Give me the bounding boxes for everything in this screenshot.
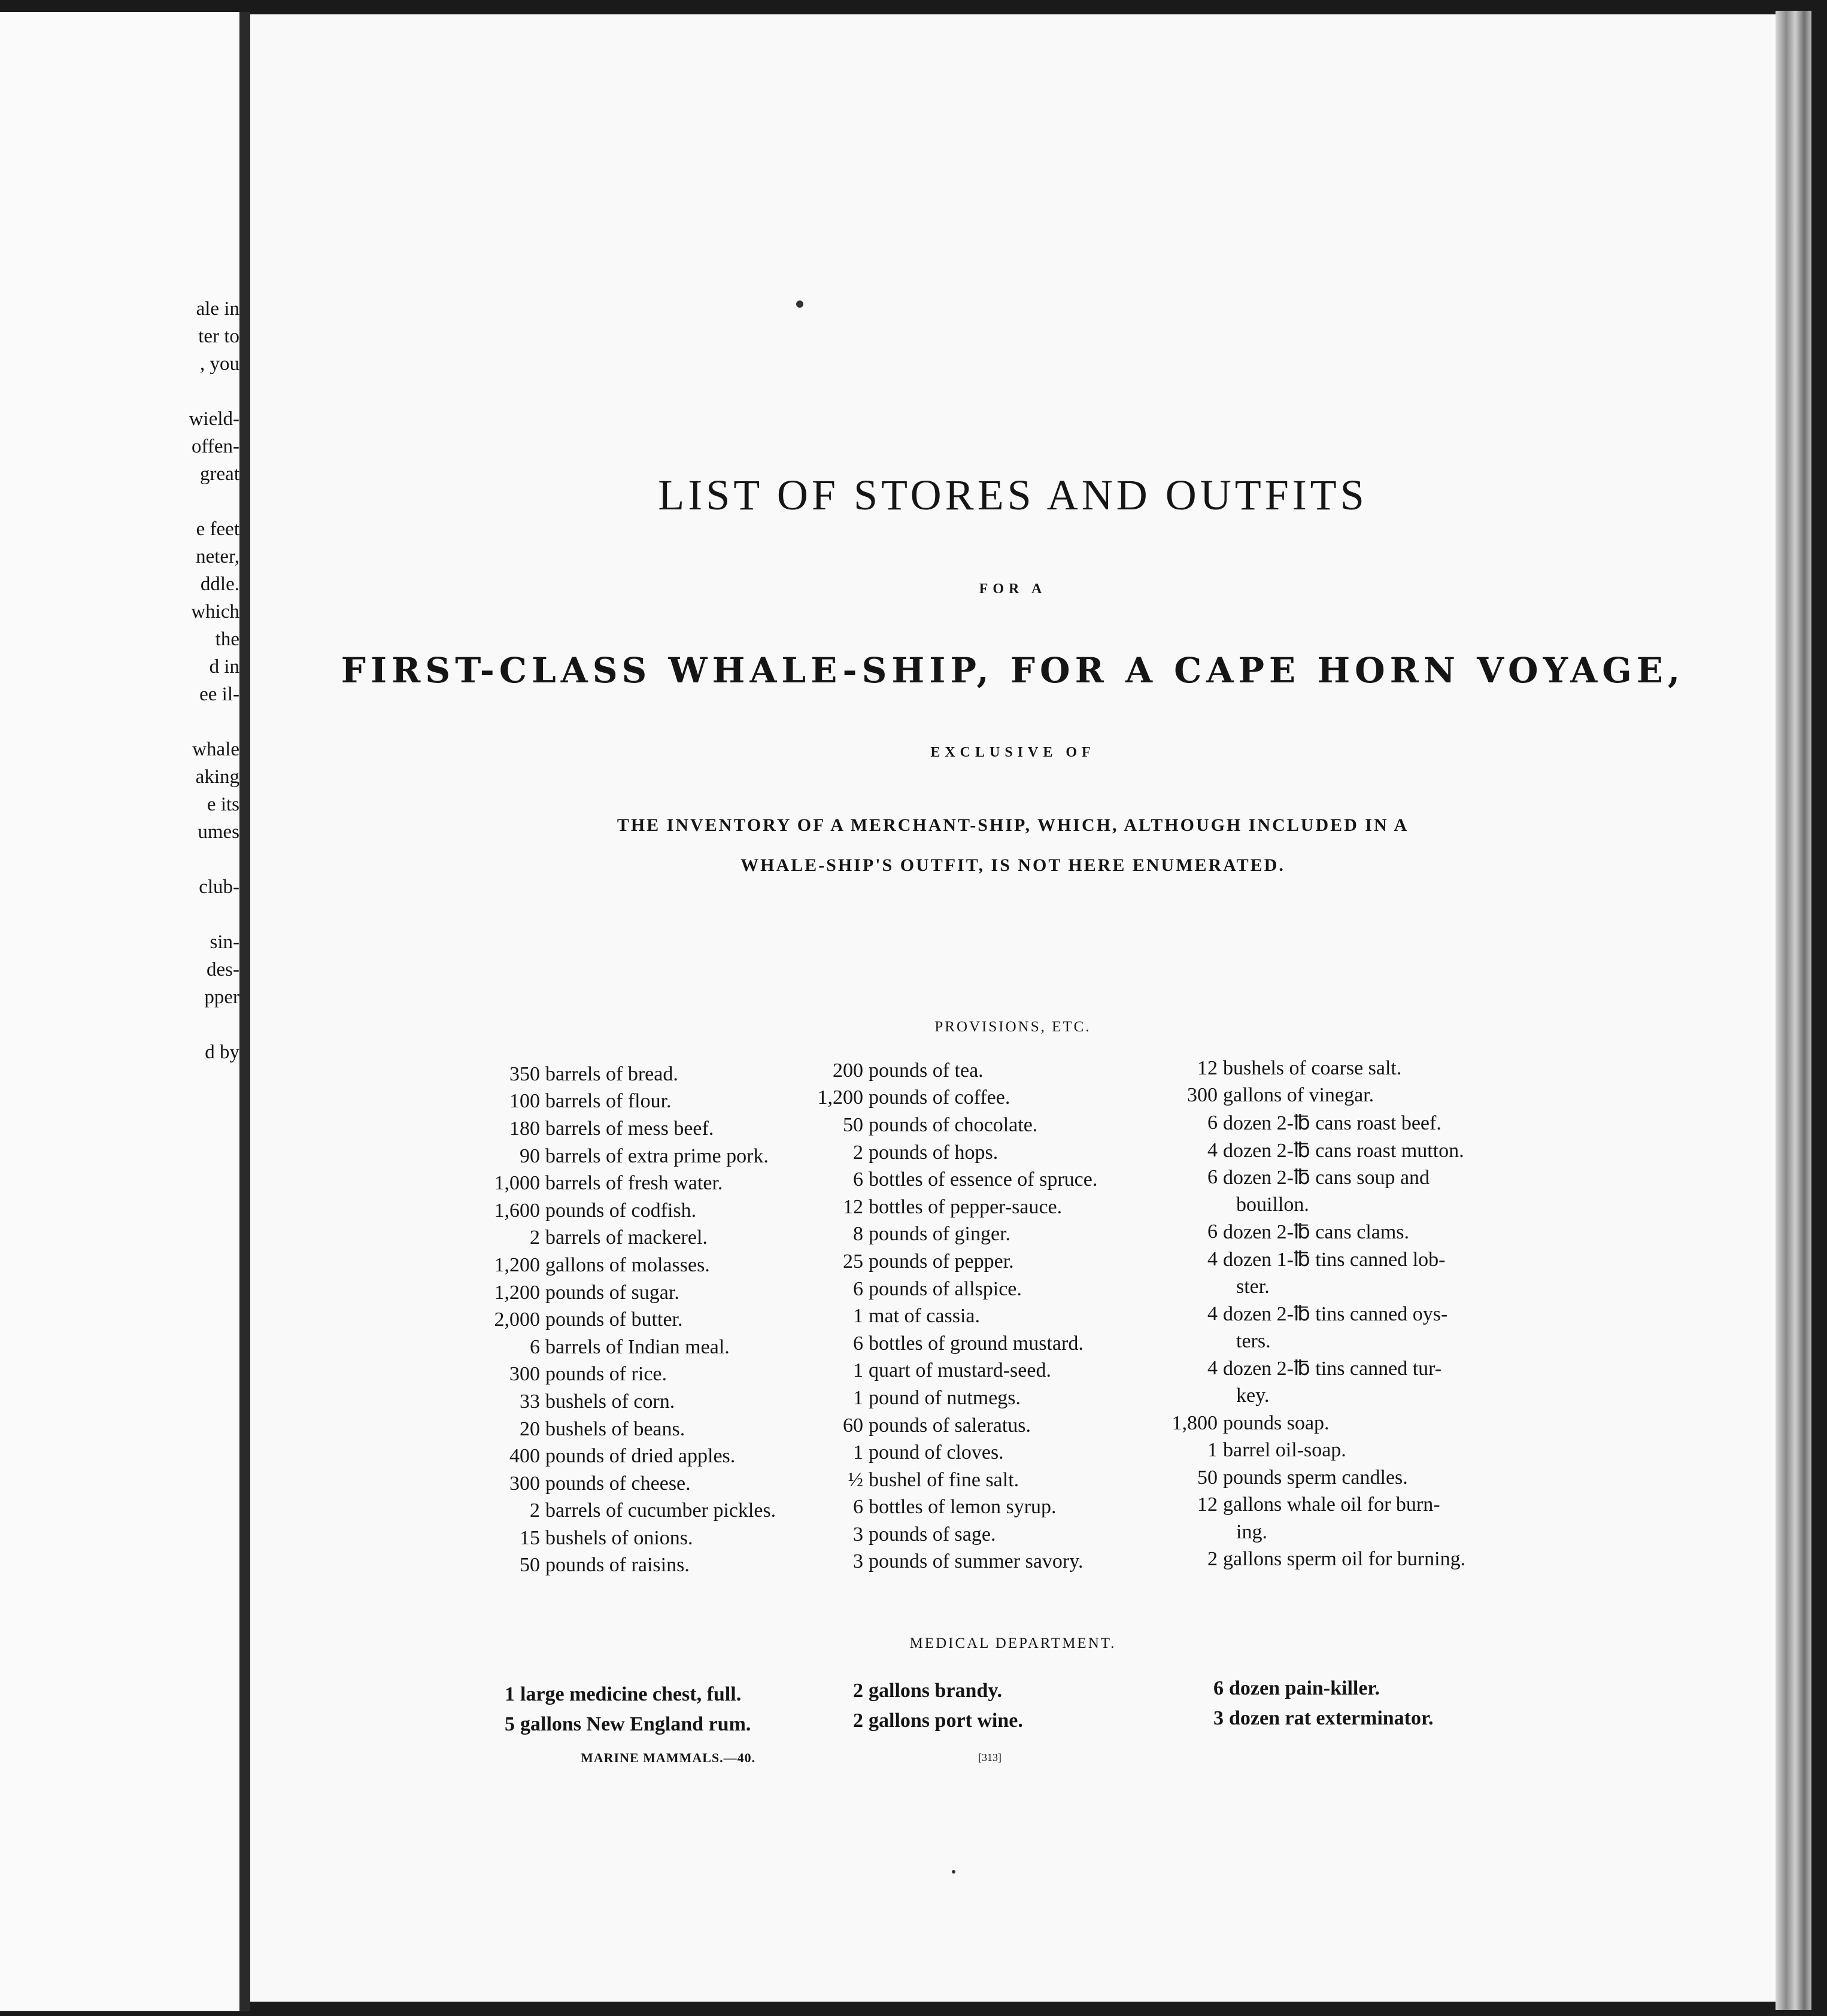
item-description: pounds of butter. bbox=[545, 1308, 683, 1331]
item-description: ing. bbox=[1236, 1520, 1267, 1543]
item-description: bushels of beans. bbox=[545, 1417, 685, 1440]
item-description: ters. bbox=[1236, 1329, 1271, 1352]
item-quantity: 300 bbox=[509, 1363, 540, 1386]
item-quantity: 4 bbox=[1207, 1138, 1218, 1161]
provision-item bbox=[799, 1439, 1097, 1467]
item-description: pound of nutmegs. bbox=[869, 1386, 1021, 1409]
item-quantity: 2 bbox=[530, 1499, 540, 1522]
item-quantity: 350 bbox=[509, 1062, 540, 1085]
note-line-1: THE INVENTORY OF A MERCHANT-SHIP, WHICH, ALTHOUGH INCLUDED IN A bbox=[617, 815, 1409, 835]
item-quantity: ½ bbox=[848, 1468, 863, 1491]
left-text-line: aking bbox=[195, 766, 239, 788]
item-description: ster. bbox=[1236, 1275, 1270, 1298]
provision-item bbox=[454, 1252, 776, 1279]
item-description: pounds soap. bbox=[1223, 1411, 1330, 1434]
provision-item bbox=[799, 1467, 1097, 1494]
left-text-line: ter to bbox=[198, 326, 239, 347]
medical-column-2 bbox=[844, 1676, 1023, 1736]
left-facing-page bbox=[0, 12, 239, 2011]
left-text-line: the bbox=[215, 629, 239, 650]
item-quantity: 25 bbox=[843, 1250, 863, 1273]
item-description: pounds of rice. bbox=[545, 1363, 667, 1386]
item-description: bouillon. bbox=[1236, 1193, 1309, 1216]
left-text-line: offen- bbox=[191, 436, 239, 457]
provision-item bbox=[799, 1385, 1097, 1412]
provision-item bbox=[799, 1139, 1097, 1167]
item-quantity: 2,000 bbox=[494, 1308, 540, 1331]
item-description: bushels of coarse salt. bbox=[1223, 1056, 1402, 1079]
provision-item bbox=[1136, 1164, 1465, 1191]
item-description: bottles of pepper-sauce. bbox=[869, 1195, 1063, 1218]
signature-mark: MARINE MAMMALS.—40. bbox=[581, 1750, 756, 1765]
provisions-heading: PROVISIONS, ETC. bbox=[934, 1019, 1091, 1035]
left-text-line: which bbox=[191, 601, 239, 623]
item-description: gallons brandy. bbox=[869, 1680, 1002, 1702]
item-description: barrel oil-soap. bbox=[1223, 1439, 1346, 1462]
item-quantity: 8 bbox=[853, 1223, 863, 1246]
item-description: bottles of lemon syrup. bbox=[869, 1496, 1057, 1519]
ink-speck bbox=[952, 1870, 955, 1874]
provision-item bbox=[799, 1276, 1097, 1303]
provision-item bbox=[454, 1388, 776, 1416]
left-text-line: whale bbox=[192, 739, 239, 760]
provision-item bbox=[799, 1166, 1097, 1194]
item-description: pounds of hops. bbox=[869, 1141, 999, 1164]
item-description: gallons whale oil for burn- bbox=[1223, 1493, 1440, 1516]
item-description: barrels of extra prime pork. bbox=[545, 1144, 769, 1167]
item-description: bushels of corn. bbox=[545, 1390, 675, 1413]
item-description: pounds of dried apples. bbox=[545, 1445, 736, 1468]
provision-item bbox=[799, 1085, 1097, 1112]
provision-item bbox=[1136, 1492, 1465, 1519]
left-text-line: neter, bbox=[196, 546, 239, 567]
left-text-line: d in bbox=[209, 656, 239, 678]
provisions-column-2 bbox=[799, 1057, 1097, 1575]
item-quantity: 12 bbox=[1197, 1056, 1218, 1079]
item-description: bottles of ground mustard. bbox=[869, 1332, 1084, 1355]
item-quantity: 2 bbox=[530, 1226, 540, 1249]
medical-heading: MEDICAL DEPARTMENT. bbox=[909, 1635, 1116, 1651]
provision-item bbox=[1136, 1355, 1465, 1383]
item-quantity: 1 bbox=[1207, 1439, 1218, 1462]
item-description: large medicine chest, full. bbox=[520, 1683, 742, 1705]
provision-item bbox=[799, 1494, 1097, 1522]
provision-item bbox=[799, 1521, 1097, 1549]
item-quantity: 1,600 bbox=[494, 1199, 540, 1222]
item-description: barrels of mackerel. bbox=[545, 1226, 708, 1249]
item-description: pounds of codfish. bbox=[545, 1199, 697, 1222]
item-description: mat of cassia. bbox=[869, 1305, 980, 1328]
page-title: LIST OF STORES AND OUTFITS bbox=[658, 471, 1368, 519]
provisions-column-1 bbox=[454, 1061, 776, 1579]
item-description: barrels of Indian meal. bbox=[545, 1335, 730, 1358]
item-description: pounds of sugar. bbox=[545, 1281, 679, 1304]
item-quantity: 1,200 bbox=[817, 1086, 863, 1109]
provision-item bbox=[454, 1143, 776, 1170]
provision-item bbox=[454, 1306, 776, 1334]
item-description: barrels of cucumber pickles. bbox=[545, 1499, 776, 1522]
item-description: gallons port wine. bbox=[869, 1710, 1023, 1732]
note-line-2: WHALE-SHIP'S OUTFIT, IS NOT HERE ENUMERATED. bbox=[740, 855, 1285, 875]
item-quantity: 33 bbox=[520, 1390, 540, 1413]
left-text-line: d by bbox=[205, 1042, 239, 1063]
item-description: dozen rat exterminator. bbox=[1229, 1707, 1434, 1729]
item-quantity: 180 bbox=[509, 1117, 540, 1140]
item-description: dozen pain-killer. bbox=[1229, 1677, 1380, 1699]
medical-item bbox=[1204, 1674, 1433, 1704]
provision-item bbox=[1136, 1328, 1465, 1355]
item-description: bottles of essence of spruce. bbox=[869, 1168, 1098, 1191]
exclusive-of-label: EXCLUSIVE OF bbox=[930, 745, 1095, 760]
item-description: gallons sperm oil for burning. bbox=[1223, 1548, 1466, 1571]
provision-item bbox=[1136, 1273, 1465, 1301]
item-quantity: 1 bbox=[853, 1386, 863, 1409]
item-quantity: 6 bbox=[1213, 1677, 1224, 1699]
provision-item bbox=[799, 1549, 1097, 1576]
provision-item bbox=[454, 1115, 776, 1143]
provision-item bbox=[1136, 1055, 1465, 1082]
provision-item bbox=[1136, 1464, 1465, 1492]
item-description: dozen 1-℔ tins canned lob- bbox=[1223, 1248, 1446, 1271]
item-quantity: 1,000 bbox=[494, 1172, 540, 1195]
item-quantity: 2 bbox=[853, 1141, 863, 1164]
item-description: pounds of ginger. bbox=[869, 1223, 1011, 1246]
item-description: pounds of summer savory. bbox=[869, 1550, 1084, 1573]
item-description: barrels of mess beef. bbox=[545, 1117, 714, 1140]
provision-item bbox=[1136, 1546, 1465, 1574]
item-description: dozen 2-℔ tins canned oys- bbox=[1223, 1303, 1448, 1326]
item-quantity: 4 bbox=[1207, 1247, 1218, 1270]
item-quantity: 100 bbox=[509, 1090, 540, 1113]
item-description: barrels of flour. bbox=[545, 1090, 672, 1113]
provisions-column-3 bbox=[1136, 1055, 1465, 1573]
medical-column-3 bbox=[1204, 1674, 1433, 1733]
left-text-line: des- bbox=[207, 959, 239, 980]
item-quantity: 300 bbox=[1187, 1084, 1218, 1107]
item-quantity: 400 bbox=[509, 1445, 540, 1468]
item-quantity: 12 bbox=[1197, 1493, 1218, 1516]
item-quantity: 12 bbox=[843, 1195, 863, 1218]
book-gutter bbox=[239, 12, 250, 2011]
item-description: quart of mustard-seed. bbox=[869, 1359, 1051, 1382]
provision-item bbox=[799, 1330, 1097, 1358]
item-description: pounds of tea. bbox=[869, 1059, 984, 1082]
item-quantity: 6 bbox=[853, 1496, 863, 1519]
item-quantity: 4 bbox=[1207, 1302, 1218, 1325]
item-description: barrels of fresh water. bbox=[545, 1172, 723, 1195]
item-quantity: 6 bbox=[1207, 1220, 1218, 1243]
item-description: dozen 2-℔ cans roast beef. bbox=[1223, 1112, 1441, 1134]
provision-item bbox=[454, 1170, 776, 1197]
item-quantity: 15 bbox=[520, 1526, 540, 1549]
left-text-line: ale in bbox=[196, 298, 239, 320]
item-description: dozen 2-℔ cans soup and bbox=[1223, 1167, 1430, 1189]
left-text-line: ddle. bbox=[200, 573, 239, 595]
item-quantity: 3 bbox=[1213, 1707, 1224, 1729]
provision-item bbox=[454, 1225, 776, 1252]
left-text-line: sin- bbox=[210, 931, 239, 953]
provision-item bbox=[454, 1361, 776, 1389]
item-quantity: 1,200 bbox=[494, 1253, 540, 1276]
left-text-line: e feet bbox=[196, 518, 239, 540]
medical-item bbox=[844, 1706, 1023, 1736]
left-text-line: club- bbox=[199, 876, 239, 898]
item-quantity: 6 bbox=[1207, 1166, 1218, 1189]
left-text-line: , you bbox=[200, 353, 239, 375]
medical-item bbox=[1204, 1704, 1433, 1733]
provision-item bbox=[454, 1279, 776, 1307]
item-description: dozen 2-℔ tins canned tur- bbox=[1223, 1358, 1442, 1380]
item-description: pounds of sage. bbox=[869, 1523, 996, 1546]
provision-item bbox=[454, 1525, 776, 1552]
item-description: pounds of pepper. bbox=[869, 1250, 1014, 1273]
item-quantity: 1 bbox=[853, 1441, 863, 1464]
provision-item bbox=[1136, 1437, 1465, 1464]
right-page bbox=[250, 14, 1776, 2002]
provision-item bbox=[454, 1498, 776, 1525]
item-quantity: 2 bbox=[1207, 1548, 1218, 1571]
item-description: pounds of raisins. bbox=[545, 1554, 690, 1577]
item-quantity: 6 bbox=[853, 1332, 863, 1355]
provision-item bbox=[799, 1194, 1097, 1221]
item-description: barrels of bread. bbox=[545, 1062, 678, 1085]
provision-item bbox=[1136, 1246, 1465, 1273]
medical-column-1 bbox=[496, 1680, 751, 1739]
left-text-line: e its bbox=[207, 794, 239, 815]
provision-item bbox=[454, 1552, 776, 1580]
provision-item bbox=[1136, 1219, 1465, 1246]
item-description: pounds sperm candles. bbox=[1223, 1466, 1408, 1489]
page-edge bbox=[1776, 11, 1811, 2010]
provision-item bbox=[799, 1057, 1097, 1085]
provision-item bbox=[454, 1416, 776, 1443]
item-description: key. bbox=[1236, 1384, 1270, 1407]
item-quantity: 60 bbox=[843, 1414, 863, 1437]
item-quantity: 300 bbox=[509, 1472, 540, 1495]
item-quantity: 1,800 bbox=[1172, 1411, 1218, 1434]
item-quantity: 1 bbox=[505, 1683, 515, 1705]
item-quantity: 6 bbox=[1207, 1111, 1218, 1134]
item-description: gallons of vinegar. bbox=[1223, 1084, 1374, 1107]
provision-item bbox=[1136, 1410, 1465, 1437]
left-text-line: ee il- bbox=[199, 684, 239, 705]
item-description: pounds of allspice. bbox=[869, 1277, 1022, 1300]
provision-item bbox=[799, 1248, 1097, 1276]
item-quantity: 6 bbox=[530, 1335, 540, 1358]
item-description: pounds of coffee. bbox=[869, 1086, 1010, 1109]
item-description: pounds of saleratus. bbox=[869, 1414, 1031, 1437]
provision-item bbox=[454, 1443, 776, 1470]
item-quantity: 3 bbox=[853, 1550, 863, 1573]
item-quantity: 1 bbox=[853, 1305, 863, 1328]
medical-item bbox=[496, 1680, 751, 1710]
item-quantity: 6 bbox=[853, 1168, 863, 1191]
left-text-line: great bbox=[200, 463, 239, 485]
item-quantity: 50 bbox=[520, 1554, 540, 1577]
item-quantity: 2 bbox=[853, 1710, 863, 1732]
medical-item bbox=[844, 1676, 1023, 1706]
item-description: dozen 2-℔ cans roast mutton. bbox=[1223, 1139, 1464, 1162]
provision-item bbox=[1136, 1519, 1465, 1546]
item-description: pounds of cheese. bbox=[545, 1472, 691, 1495]
item-description: pounds of chocolate. bbox=[869, 1113, 1038, 1136]
item-description: bushel of fine salt. bbox=[869, 1468, 1019, 1491]
ink-speck bbox=[796, 300, 803, 308]
page-number: [313] bbox=[978, 1751, 1001, 1763]
provision-item bbox=[799, 1221, 1097, 1249]
provision-item bbox=[454, 1470, 776, 1498]
provision-item bbox=[799, 1112, 1097, 1139]
item-quantity: 200 bbox=[833, 1059, 863, 1082]
item-quantity: 3 bbox=[853, 1523, 863, 1546]
item-quantity: 90 bbox=[520, 1144, 540, 1167]
provision-item bbox=[1136, 1082, 1465, 1110]
provision-item bbox=[799, 1358, 1097, 1385]
provision-item bbox=[1136, 1191, 1465, 1219]
page-subtitle: FIRST-CLASS WHALE-SHIP, FOR A CAPE HORN VOYAGE, bbox=[341, 650, 1685, 691]
provision-item bbox=[454, 1061, 776, 1088]
item-description: gallons New England rum. bbox=[520, 1713, 751, 1735]
left-text-line: pper bbox=[204, 986, 239, 1008]
item-description: bushels of onions. bbox=[545, 1526, 693, 1549]
provision-item bbox=[799, 1302, 1097, 1330]
item-quantity: 4 bbox=[1207, 1357, 1218, 1380]
item-quantity: 1,200 bbox=[494, 1281, 540, 1304]
item-description: pound of cloves. bbox=[869, 1441, 1004, 1464]
provision-item bbox=[454, 1334, 776, 1361]
item-quantity: 5 bbox=[505, 1713, 515, 1735]
item-quantity: 50 bbox=[1197, 1466, 1218, 1489]
left-text-line: umes bbox=[198, 821, 239, 843]
item-description: gallons of molasses. bbox=[545, 1253, 710, 1276]
item-quantity: 6 bbox=[853, 1277, 863, 1300]
provision-item bbox=[799, 1412, 1097, 1440]
item-quantity: 50 bbox=[843, 1113, 863, 1136]
item-quantity: 2 bbox=[853, 1680, 863, 1702]
item-quantity: 20 bbox=[520, 1417, 540, 1440]
left-text-line: wield- bbox=[189, 408, 239, 430]
item-quantity: 1 bbox=[853, 1359, 863, 1382]
provision-item bbox=[1136, 1109, 1465, 1137]
provision-item bbox=[1136, 1137, 1465, 1164]
for-a-label: FOR A bbox=[979, 581, 1047, 597]
medical-item bbox=[496, 1710, 751, 1739]
provision-item bbox=[454, 1197, 776, 1225]
provision-item bbox=[454, 1088, 776, 1116]
provision-item bbox=[1136, 1382, 1465, 1410]
provision-item bbox=[1136, 1300, 1465, 1328]
item-description: dozen 2-℔ cans clams. bbox=[1223, 1221, 1410, 1244]
